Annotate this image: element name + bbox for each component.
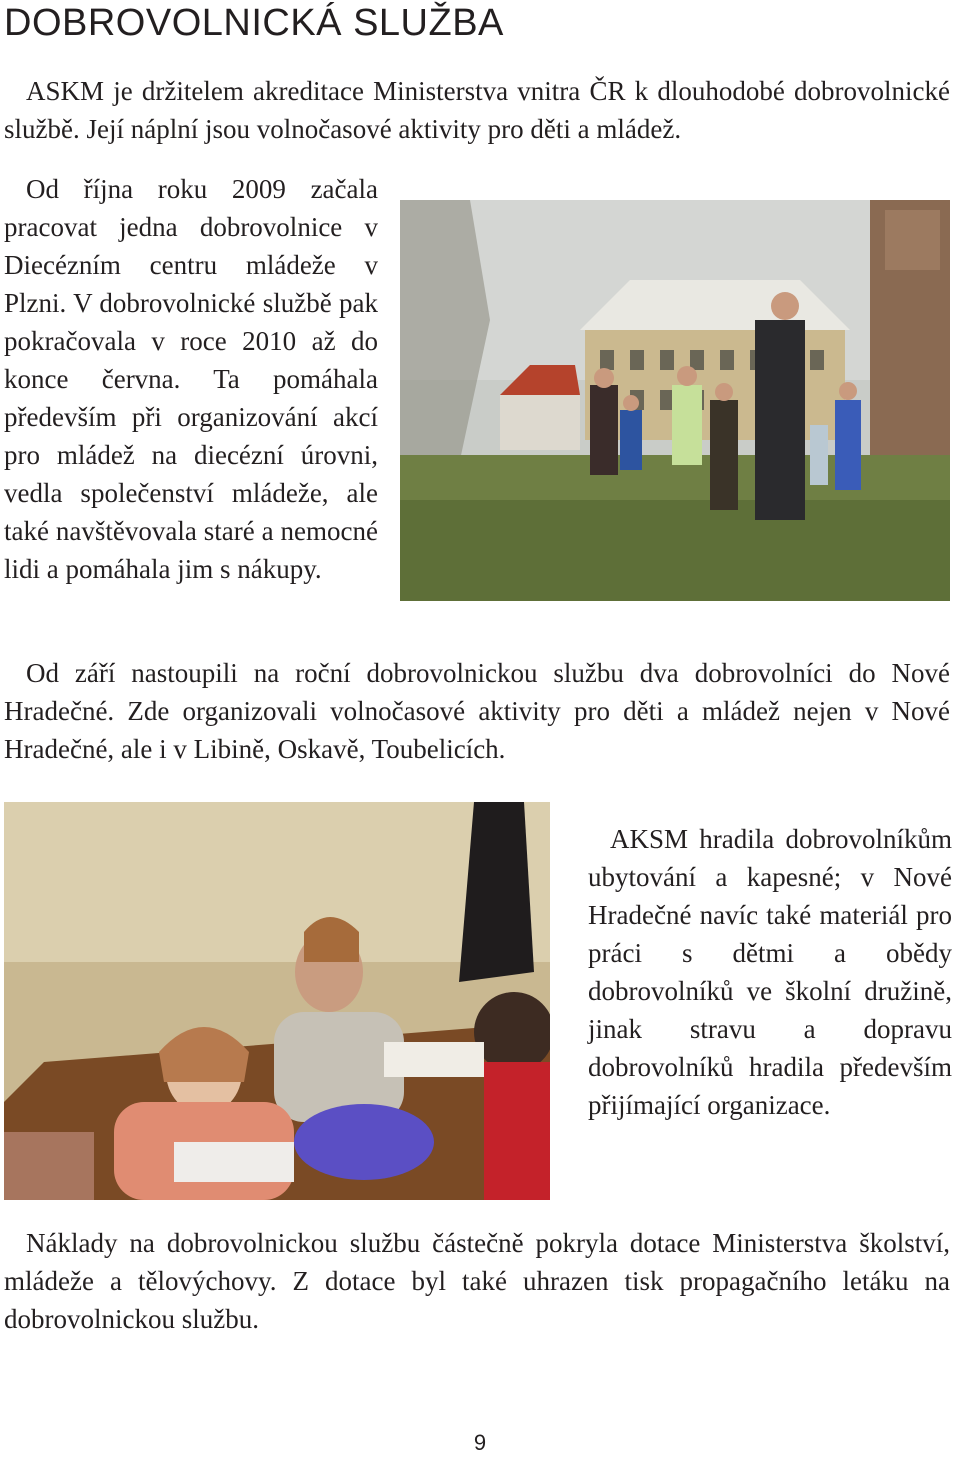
paragraph-accreditation: ASKM je držitelem akreditace Ministerstva vnitra ČR k dlouhodobé dobrovolnické službě. Její náplní jsou volnočasové aktivity pro děti a mládež. [4,76,950,144]
page-title: DOBROVOLNICKÁ SLUŽBA [4,2,504,44]
indoor-table-activity-photo [4,802,550,1200]
outdoor-group-photo [400,200,950,601]
paragraph-funding-details: AKSM hradila dobrovolníkům ubytování a kapesné; v Nové Hradečné navíc také materiál pro práci s dětmi a obědy dobrovolníků ve školní družině, jinak stravu a dopravu dobrovolníků hradila především přijímající organizace. [588,824,952,1120]
paragraph-grant: Náklady na dobrovolnickou službu částečně pokryla dotace Ministerstva školství, mládeže a tělovýchovy. Z dotace byl také uhrazen tisk propagačního letáku na dobrovolnickou službu. [4,1228,950,1334]
page-number: 9 [473,1430,487,1455]
paragraph-plzen-volunteer: Od října roku 2009 začala pracovat jedna dobrovolnice v Diecézním centru mládeže v Plzni. V dobrovolnické službě pak pokračovala v roce 2010 až do konce června. Ta pomáhala především při organizování akcí pro mládež na diecézní úrovni, vedla společenství mládeže, ale také navštěvovala staré a nemocné lidi a pomáhala jim s nákupy. [4,174,378,584]
paragraph-nova-hradecna: Od září nastoupili na roční dobrovolnickou službu dva dobrovolníci do Nové Hradečné. Zde organizovali volnočasové aktivity pro děti a mládež nejen v Nové Hradečné, ale i v Libině, Oskavě, Toubelicích. [4,658,950,764]
